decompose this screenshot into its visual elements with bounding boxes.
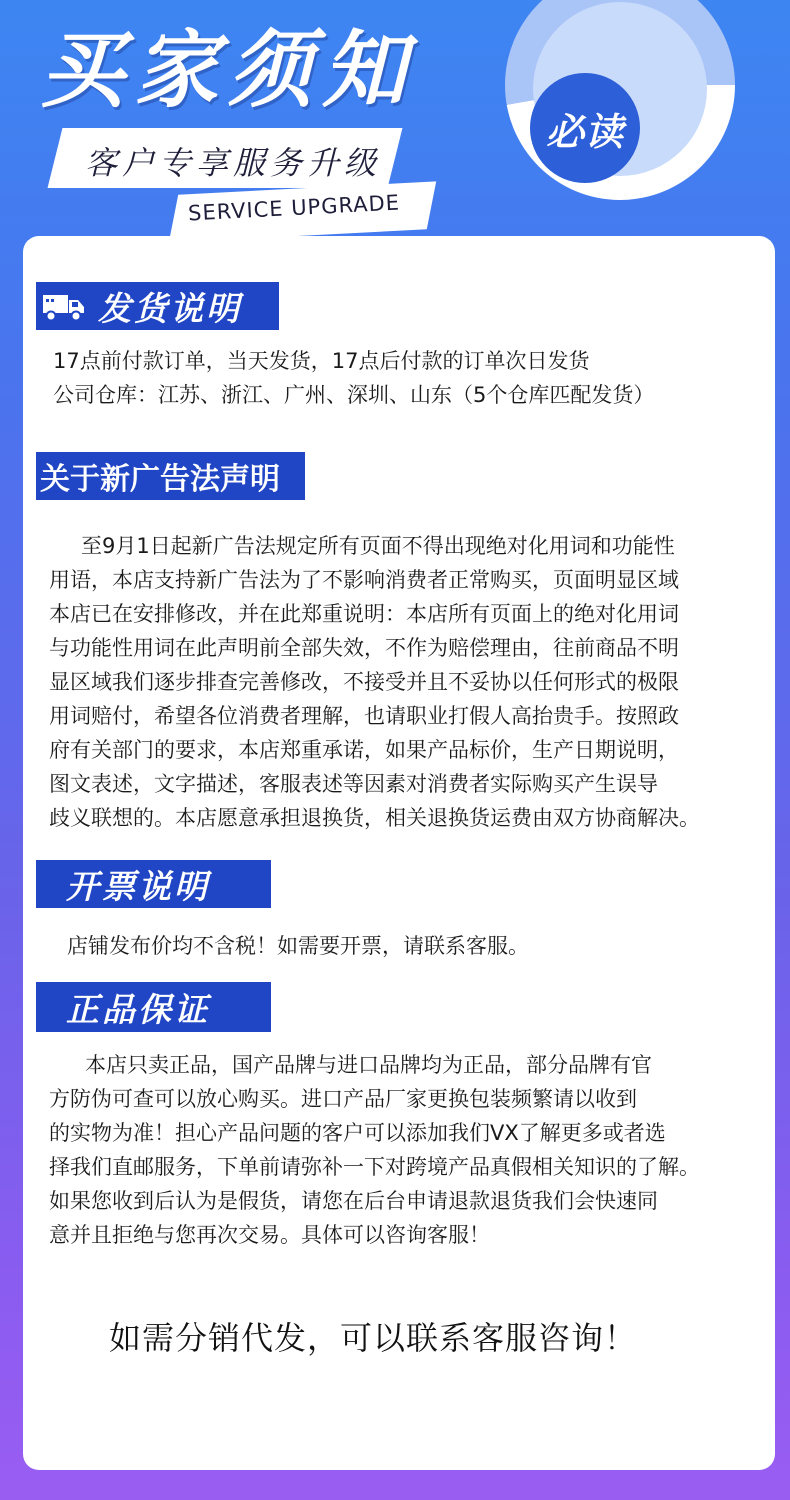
shipping-line: 17点前付款订单，当天发货，17点后付款的订单次日发货: [53, 349, 590, 373]
ad-law-line: 用词赔付，希望各位消费者理解，也请职业打假人高抬贵手。按照政: [49, 704, 679, 728]
authentic-line: 意并且拒绝与您再次交易。具体可以咨询客服！: [49, 1223, 490, 1247]
shipping-line: 公司仓库：江苏、浙江、广州、深圳、山东（5个仓库匹配发货）: [53, 383, 655, 407]
section-title-shipping-label: 发货说明: [98, 288, 242, 328]
ad-law-line: 至9月1日起新广告法规定所有页面不得出现绝对化用词和功能性: [81, 534, 675, 558]
ad-law-text: [49, 529, 700, 835]
ad-law-line: 与功能性用词在此声明前全部失效，不作为赔偿理由，往前商品不明: [49, 636, 679, 660]
section-title-ad-law: [36, 452, 305, 500]
ad-law-line: 本店已在安排修改，并在此郑重说明：本店所有页面上的绝对化用词: [49, 602, 679, 626]
distribution-contact-text: [109, 1316, 637, 1360]
ad-law-line: 歧义联想的。本店愿意承担退换货，相关退换货运费由双方协商解决。: [49, 806, 700, 830]
subtitle-en: SERVICE UPGRADE: [187, 190, 401, 226]
authentic-line: 如果您收到后认为是假货，请您在后台申请退款退货我们会快速同: [49, 1189, 658, 1213]
authentic-text: [49, 1048, 700, 1252]
section-title-invoice-label: 开票说明: [66, 866, 210, 906]
section-title-invoice: [36, 860, 271, 908]
authentic-line: 本店只卖正品，国产品牌与进口品牌均为正品，部分品牌有官: [85, 1053, 652, 1077]
subtitle: 客户专享服务升级: [85, 144, 382, 182]
section-title-authentic: [36, 982, 271, 1032]
authentic-line: 方防伪可查可以放心购买。进口产品厂家更换包装频繁请以收到: [49, 1087, 637, 1111]
invoice-line: 店铺发布价均不含税！如需要开票，请联系客服。: [67, 934, 529, 958]
ad-law-line: 府有关部门的要求，本店郑重承诺，如果产品标价，生产日期说明，: [49, 738, 679, 762]
truck-icon: [42, 290, 86, 322]
header-banner: [0, 0, 790, 250]
authentic-line: 的实物为准！担心产品问题的客户可以添加我们VX了解更多或者选: [49, 1121, 666, 1145]
section-title-shipping: [36, 282, 279, 330]
ad-law-line: 图文表述，文字描述，客服表述等因素对消费者实际购买产生误导: [49, 772, 658, 796]
section-title-ad-law-label: 关于新广告法声明: [40, 462, 280, 497]
section-title-authentic-label: 正品保证: [66, 989, 210, 1029]
shipping-text: [53, 344, 654, 412]
notice-card: [23, 236, 775, 1470]
must-read-badge: [530, 73, 640, 183]
ad-law-line: 显区域我们逐步排查完善修改，不接受并且不妥协以任何形式的极限: [49, 670, 679, 694]
invoice-text: [67, 929, 529, 963]
page-title: 买家须知: [40, 21, 417, 119]
authentic-line: 择我们直邮服务，下单前请弥补一下对跨境产品真假相关知识的了解。: [49, 1155, 700, 1179]
must-read-badge-label: 必读: [545, 109, 624, 154]
ad-law-line: 用语，本店支持新广告法为了不影响消费者正常购买，页面明显区域: [49, 568, 679, 592]
distribution-contact-line: 如需分销代发，可以联系客服咨询！: [109, 1319, 638, 1357]
